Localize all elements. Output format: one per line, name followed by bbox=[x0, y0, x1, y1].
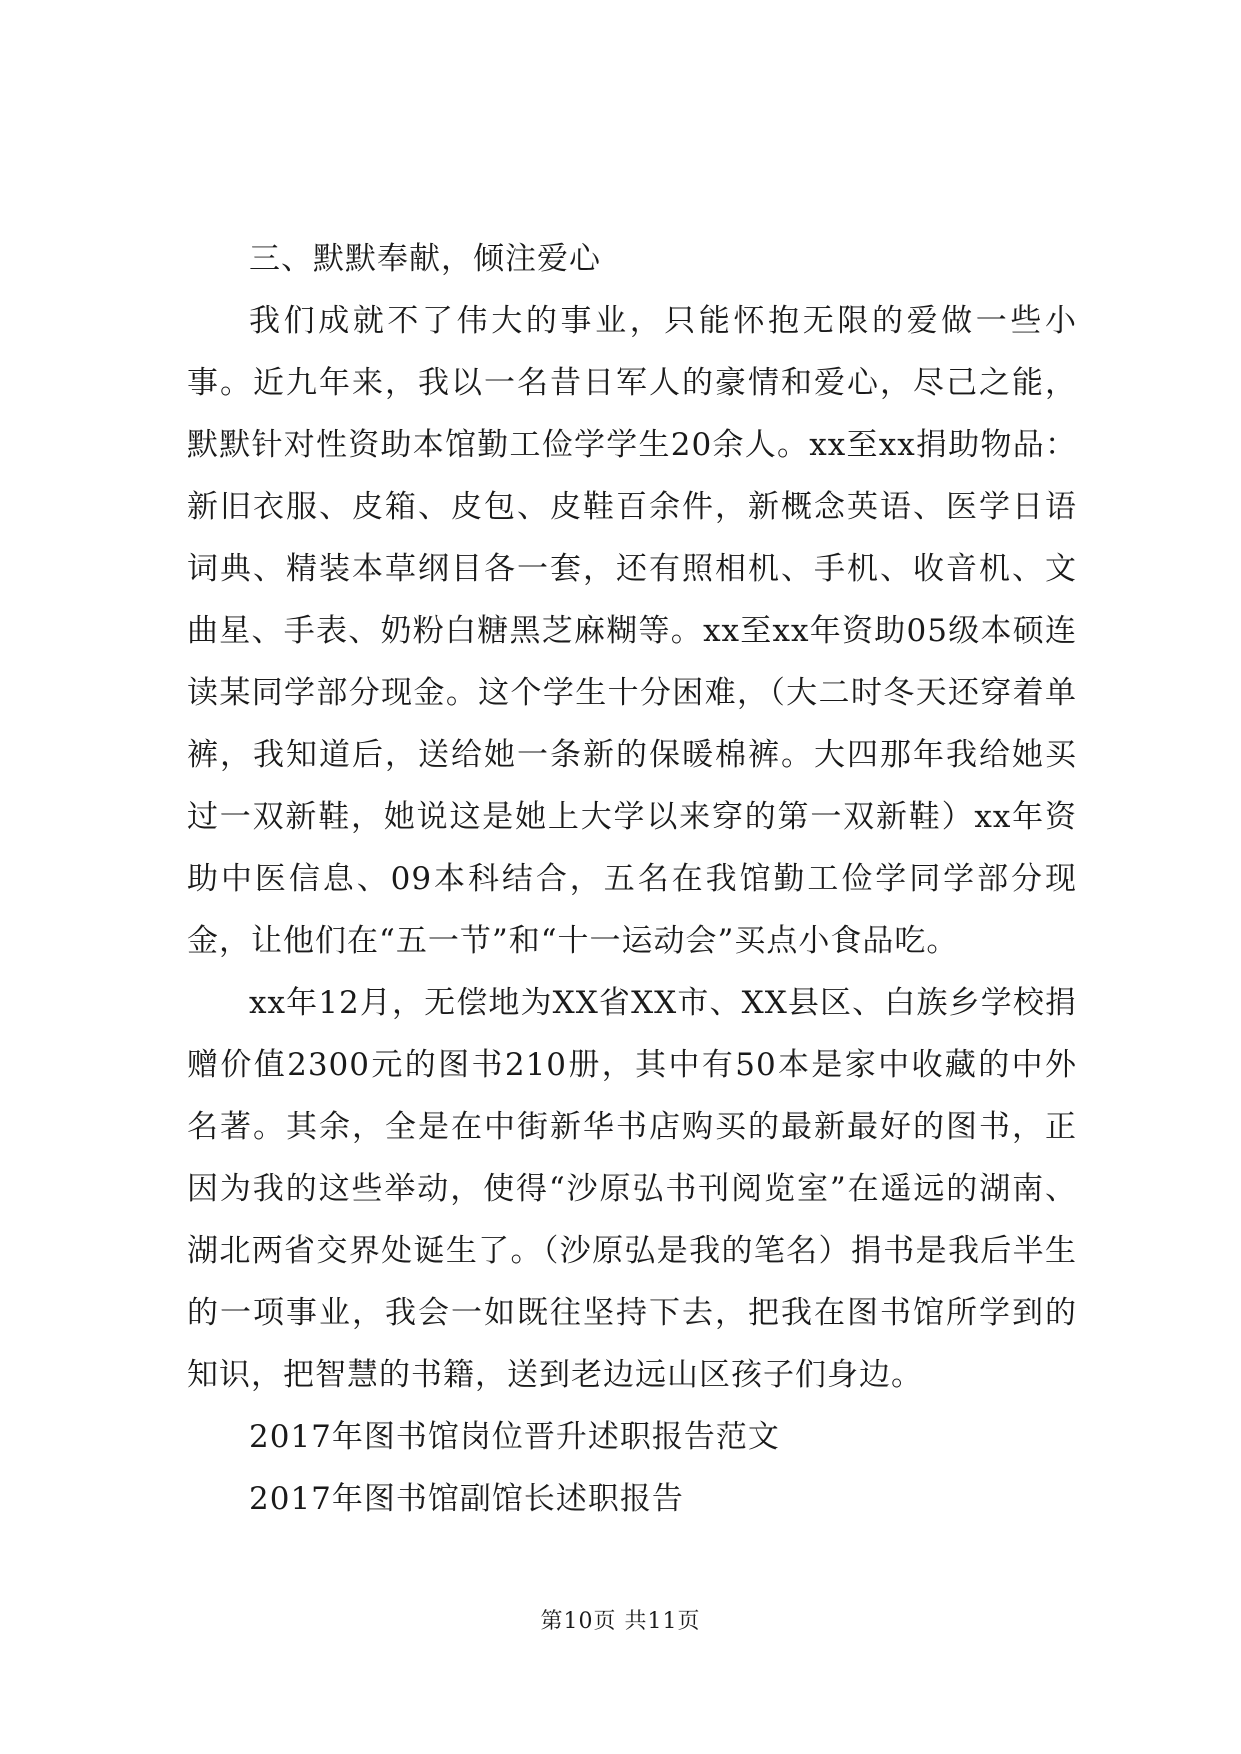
section-heading: 三、默默奉献，倾注爱心 bbox=[249, 241, 601, 277]
paragraph-2: xx年12月，无偿地为XX省XX市、XX县区、白族乡学校捐赠价值2300元的图书210册，其中有50本是家中收藏的中外名著。其余，全是在中街新华书店购买的最新最好的图书，正因为我的这些举动，使得“沙原弘书刊阅览室”在遥远的湖南、湖北两省交界处诞生了。（沙原弘是我的笔名）捐书是我后半生的一项事业，我会一如既往坚持下去，把我在图书馆所学到的知识，把智慧的书籍，送到老边远山区孩子们身边。 bbox=[187, 985, 1077, 1393]
related-article-1[interactable]: 2017年图书馆岗位晋升述职报告范文 bbox=[249, 1419, 780, 1455]
paragraph-1: 我们成就不了伟大的事业，只能怀抱无限的爱做一些小事。近九年来，我以一名昔日军人的豪情和爱心，尽己之能，默默针对性资助本馆勤工俭学学生20余人。xx至xx捐助物品：新旧衣服、皮箱、皮包、皮鞋百余件，新概念英语、医学日语词典、精装本草纲目各一套，还有照相机、手机、收音机、文曲星、手表、奶粉白糖黑芝麻糊等。xx至xx年资助05级本硕连读某同学部分现金。这个学生十分困难，（大二时冬天还穿着单裤，我知道后，送给她一条新的保暖棉裤。大四那年我给她买过一双新鞋，她说这是她上大学以来穿的第一双新鞋）xx年资助中医信息、09本科结合，五名在我馆勤工俭学同学部分现金，让他们在“五一节”和“十一运动会”买点小食品吃。 bbox=[187, 303, 1077, 959]
related-article-2[interactable]: 2017年图书馆副馆长述职报告 bbox=[249, 1481, 684, 1517]
page-number-footer: 第10页 共11页 bbox=[540, 1609, 701, 1634]
document-body bbox=[187, 228, 1077, 1530]
